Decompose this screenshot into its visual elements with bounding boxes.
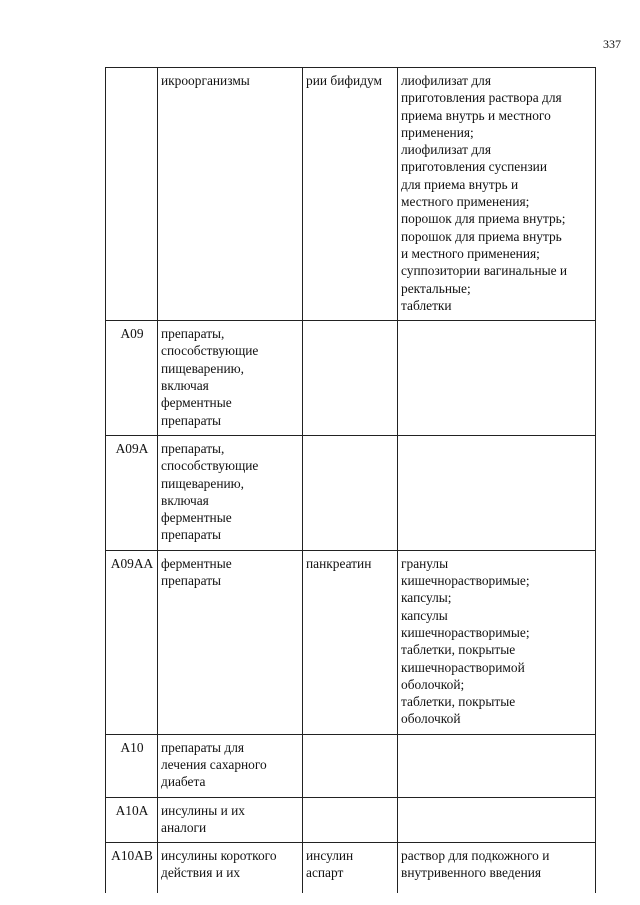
cell-line: рии бифидум — [306, 73, 383, 88]
drug-name-cell — [303, 550, 398, 734]
cell-line: ферментные — [161, 555, 232, 571]
cell-line: приготовления раствора для — [401, 90, 562, 106]
table-row — [106, 321, 596, 436]
cell-line: диабета — [161, 774, 206, 790]
cell-line: инсулины короткого — [161, 848, 277, 864]
atc-code-cell: A09 — [106, 321, 158, 436]
cell-line: включая — [161, 492, 209, 508]
cell-line: лиофилизат для — [401, 142, 491, 158]
cell-line: применения; — [401, 124, 474, 140]
group-cell — [158, 734, 303, 797]
table-row — [106, 68, 596, 321]
group-cell — [158, 321, 303, 436]
atc-code-cell: A09AA — [106, 550, 158, 734]
cell-line: порошок для приема внутрь; — [401, 211, 566, 227]
drug-name-cell — [303, 843, 398, 894]
cell-line: кишечнорастворимой — [401, 659, 525, 675]
cell-line: оболочкой — [401, 711, 461, 727]
dosage-forms-cell — [398, 550, 596, 734]
cell-line: лечения сахарного — [161, 756, 267, 772]
cell-line: способствующие — [161, 458, 259, 474]
cell-line: капсулы — [401, 607, 448, 623]
cell-line: приготовления суспензии — [401, 159, 547, 175]
atc-code-cell: A10A — [106, 797, 158, 843]
cell-line: для приема внутрь и — [401, 176, 519, 192]
cell-line: приема внутрь и местного — [401, 107, 551, 123]
cell-line: пищеварению, — [161, 475, 244, 491]
cell-line: действия и их — [161, 865, 241, 881]
cell-line: таблетки, покрытые — [401, 694, 516, 710]
cell-line: порошок для приема внутрь — [401, 228, 562, 244]
cell-line: и местного применения; — [401, 245, 540, 261]
cell-line: препараты — [161, 527, 222, 543]
cell-line: инсулин — [306, 848, 354, 864]
cell-line: местного применения; — [401, 194, 530, 210]
cell-line: ректальные; — [401, 280, 471, 296]
cell-line: гранулы — [401, 555, 449, 571]
cell-line: икроорганизмы — [161, 73, 250, 88]
cell-line: ферментные — [161, 510, 232, 526]
atc-code-cell: A09A — [106, 435, 158, 550]
cell-line: препараты — [161, 573, 222, 589]
cell-line: таблетки, покрытые — [401, 642, 516, 658]
group-cell — [158, 550, 303, 734]
table-row — [106, 550, 596, 734]
atc-code-cell — [106, 68, 158, 321]
dosage-forms-cell — [398, 321, 596, 436]
cell-line: внутривенного введения — [401, 865, 542, 881]
table-row — [106, 734, 596, 797]
table-row — [106, 843, 596, 894]
group-cell — [158, 797, 303, 843]
cell-line: аспарт — [306, 865, 344, 881]
cell-line: препараты для — [161, 739, 245, 755]
table-row — [106, 797, 596, 843]
cell-line: способствующие — [161, 343, 259, 359]
cell-line: пищеварению, — [161, 360, 244, 376]
dosage-forms-cell — [398, 797, 596, 843]
cell-line: кишечнорастворимые; — [401, 573, 530, 589]
drug-name-cell — [303, 734, 398, 797]
cell-line: включая — [161, 378, 209, 394]
cell-line: препараты, — [161, 326, 225, 342]
drug-table — [105, 67, 596, 893]
dosage-forms-cell — [398, 435, 596, 550]
cell-line: аналоги — [161, 819, 207, 835]
drug-name-cell — [303, 68, 398, 321]
table-row — [106, 435, 596, 550]
cell-line: панкреатин — [306, 555, 372, 571]
group-cell — [158, 68, 303, 321]
cell-line: капсулы; — [401, 590, 452, 606]
drug-name-cell — [303, 797, 398, 843]
cell-line: таблетки — [401, 297, 452, 313]
cell-line: препараты — [161, 412, 222, 428]
cell-line: кишечнорастворимые; — [401, 624, 530, 640]
cell-line: лиофилизат для — [401, 73, 491, 88]
cell-line: препараты, — [161, 440, 225, 456]
atc-code-cell: A10 — [106, 734, 158, 797]
group-cell — [158, 843, 303, 894]
cell-line: ферментные — [161, 395, 232, 411]
drug-name-cell — [303, 435, 398, 550]
cell-line: раствор для подкожного и — [401, 848, 550, 864]
cell-line: инсулины и их — [161, 802, 245, 818]
cell-line: суппозитории вагинальные и — [401, 263, 568, 279]
dosage-forms-cell — [398, 734, 596, 797]
drug-name-cell — [303, 321, 398, 436]
atc-code-cell: A10AB — [106, 843, 158, 894]
dosage-forms-cell — [398, 843, 596, 894]
page-number: 337 — [603, 37, 621, 51]
dosage-forms-cell — [398, 68, 596, 321]
group-cell — [158, 435, 303, 550]
cell-line: оболочкой; — [401, 676, 465, 692]
